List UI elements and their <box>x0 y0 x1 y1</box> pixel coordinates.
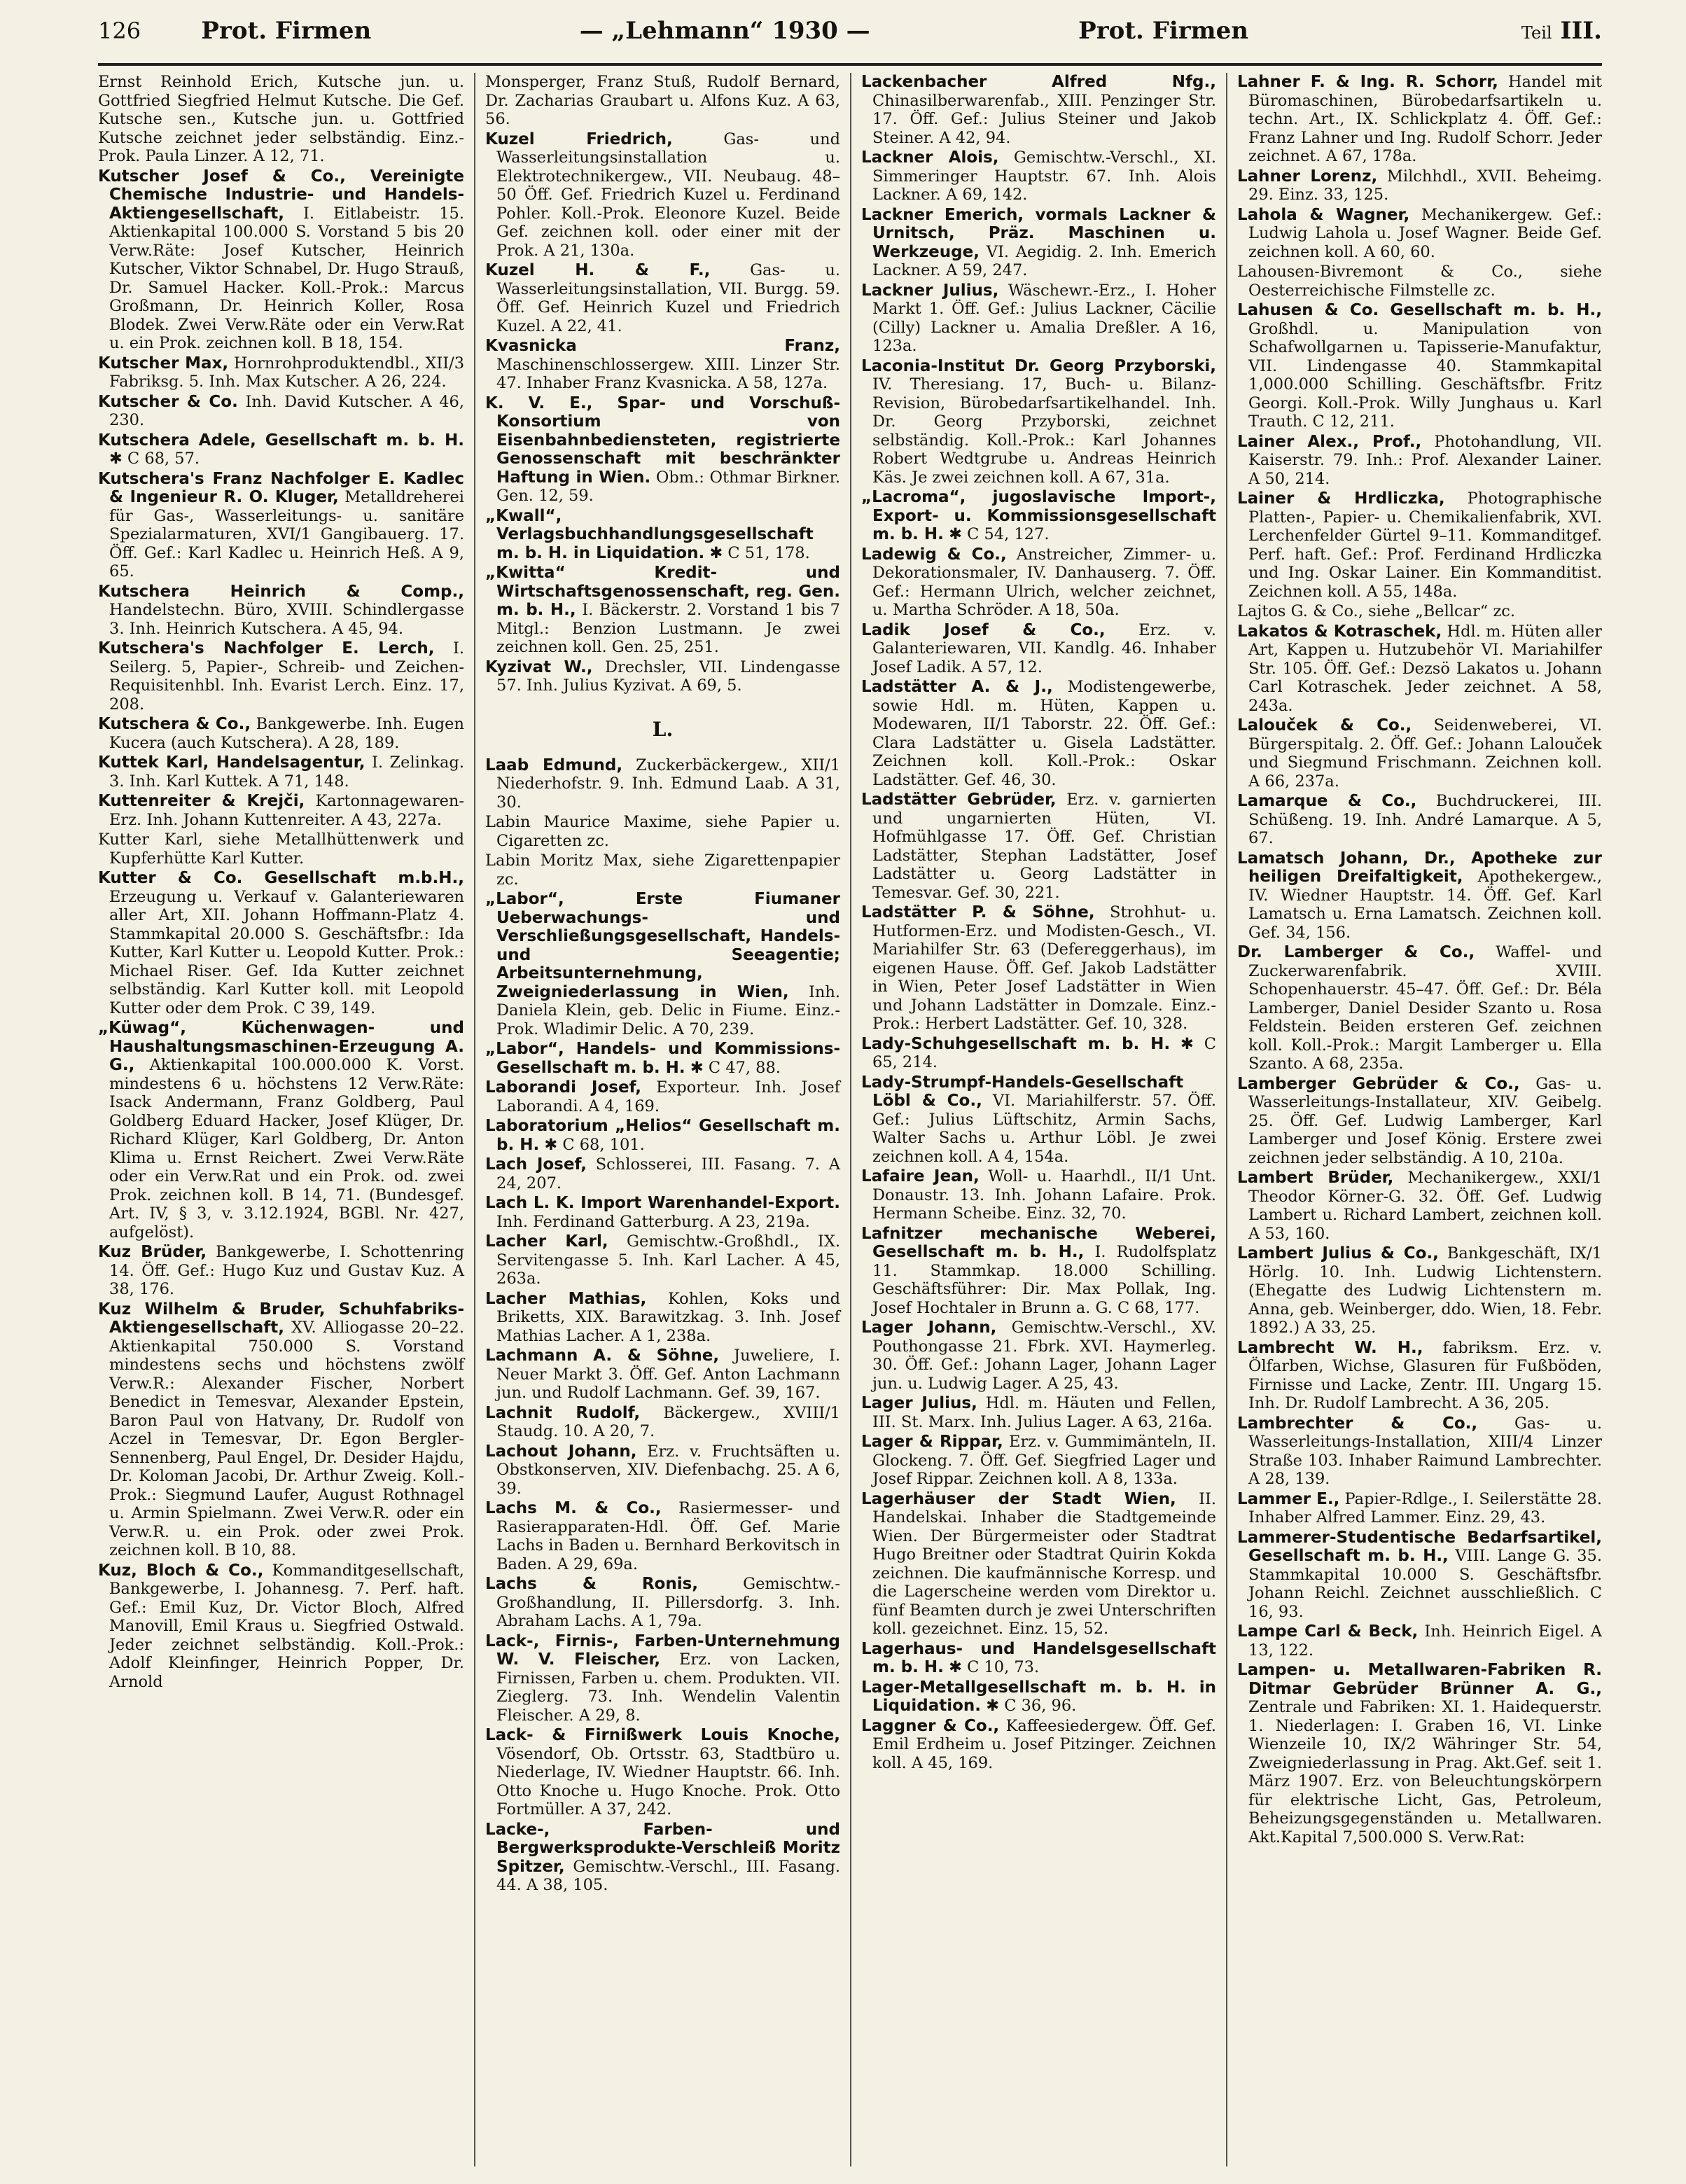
directory-entry <box>1237 263 1602 300</box>
header-right-label: Prot. Firmen <box>1078 17 1249 45</box>
directory-entry <box>98 1562 464 1692</box>
firm-name: Lager & Rippar, <box>861 1433 1003 1451</box>
entry-details: ✱ C 68, 101. <box>544 1135 645 1154</box>
directory-entry <box>1237 792 1602 848</box>
entry-details: Vösendorf, Ob. Ortsstr. 63, Stadtbüro u. Niederlage, IV. Wiedner Hauptstr. 66. Inh. Otto Knoche u. Hugo Knoche. Prok. Otto Fortmüller. A 37, 242. <box>496 1744 840 1818</box>
directory-entry <box>1237 1339 1602 1413</box>
firm-name: Lack-, Firnis-, Farben-Unternehmung W. V. Fleischer, <box>485 1632 840 1669</box>
entry-details: Gas- u. Wasserleitungs-Installateur, XIV. Geibelg. 25. Öff. Gef. Ludwig Lamberger, Karl Lamberger und Josef König. Erstere zwei zeichnen jeder selbständig. A 10, 210a. <box>1248 1074 1602 1167</box>
firm-name: Lagerhaus- und Handelsgesellschaft m. b. H. <box>861 1639 1216 1676</box>
part-label: Teil <box>1521 23 1552 43</box>
directory-entry <box>1237 716 1602 791</box>
directory-entry <box>485 813 840 850</box>
directory-entry <box>98 73 464 166</box>
directory-entry <box>861 1319 1216 1393</box>
entry-details: Kaffeesiedergew. Öff. Gef. Emil Erdheim u. Josef Pitzinger. Zeichnen koll. A 45, 169. <box>872 1716 1216 1772</box>
firm-name: Lafnitzer mechanische Weberei, Gesellschaft m. b. H., <box>861 1224 1216 1261</box>
directory-entry <box>1237 1622 1602 1660</box>
directory-entry <box>861 73 1216 147</box>
entry-details: Kohlen, Koks und Briketts, XIX. Barawitzkag. 3. Inh. Josef Mathias Lacher. A 1, 238a. <box>496 1289 840 1345</box>
entry-details: ✱ C 36, 96. <box>986 1697 1077 1715</box>
firm-name: Lamarque & Co., <box>1237 792 1417 810</box>
entry-details: Drechsler, VII. Lindengasse 57. Inh. Julius Kyzivat. A 69, 5. <box>496 658 840 695</box>
directory-entry <box>861 206 1216 280</box>
entry-details: I. Zelinkag. 3. Inh. Karl Kuttek. A 71, 148. <box>109 753 464 791</box>
firm-name: K. V. E., Spar- und Vorschuß-Konsortium von Eisenbahnbediensteten, registrierte Genossenschaft mit beschränkter Haftung in Wien. <box>485 394 840 487</box>
directory-entry <box>1237 1661 1602 1846</box>
firm-name: Lacke-, Farben- und Bergwerksprodukte-Verschleiß Moritz Spitzer, <box>485 1820 840 1876</box>
firm-name: Lager Julius, <box>861 1394 977 1412</box>
entry-details: XV. Alliogasse 20–22. Aktienkapital 750.000 S. Vorstand mindestens sechs und höchstens zwölf Verw.R.: Alexander Fischer, Norbert Benedict in Temesvar, Alexander Epstein, Baron Paul von Hatvany, Dr. Rudolf von Aczel in Temesvar, Dr. Egon Bergler-Sennenberg, Paul Engel, Dr. Desider Hajdu, Dr. Koloman Jacobi, Dr. Arthur Zweig. Koll.-Prok.: Siegmund Laufer, August Rothnagel u. Armin Spielmann. Zwei Verw.R. oder ein Verw.R. u. ein Prok. oder zwei Prok. zeichnen koll. B 10, 88. <box>109 1319 465 1559</box>
entry-details: Juweliere, I. Neuer Markt 3. Öff. Gef. Anton Lachmann jun. und Rudolf Lachmann. Gef. 39, 167. <box>496 1347 840 1402</box>
column-2 <box>474 73 850 2166</box>
entry-details: Obm.: Othmar Birkner. Gen. 12, 59. <box>496 468 841 505</box>
firm-name: Laab Edmund, <box>485 756 623 774</box>
directory-entry <box>861 148 1216 204</box>
directory-entry <box>861 1717 1216 1773</box>
entry-details: Erzeugung u. Verkauf v. Galanteriewaren aller Art, XII. Johann Hoffmann-Platz 4. Stammkapital 20.000 S. Geschäftsfbr.: Ida Kutter, Karl Kutter u. Leopold Kutter. Prok.: Michael Riser. Gef. Ida Kutter zeichnet selbständig. Karl Kutter koll. mit Leopold Kutter oder dem Prok. C 39, 149. <box>109 887 464 1017</box>
entry-details: Ernst Reinhold Erich, Kutsche jun. u. Gottfried Siegfried Helmut Kutsche. Die Gef. Kutsche sen., Kutsche jun. u. Gottfried Kutsche zeichnet jeder selbständig. Einz.-Prok. Paula Linzer. A 12, 71. <box>98 73 464 165</box>
section-letter: L. <box>652 717 674 741</box>
directory-entry <box>861 357 1216 487</box>
entry-details: Metalldreherei für Gas-, Wasserleitungs- u. sanitäre Spezialarmaturen, XVI/1 Gangibauerg. 17. Öff. Gef.: Karl Kadlec u. Heinrich Heß. A 9, 65. <box>109 488 464 580</box>
entry-details: Bankgewerbe. Inh. Eugen Kucera (auch Kutschera). A 28, 189. <box>109 715 464 752</box>
firm-name: „Lacroma“, jugoslavische Import-, Export- u. Kommissionsgesellschaft m. b. H. <box>861 488 1216 543</box>
directory-entry <box>861 488 1216 544</box>
directory-entry <box>98 431 464 468</box>
firm-name: Kuz Brüder, <box>98 1243 207 1261</box>
firm-name: Lamatsch Johann, Dr., Apotheke zur heiligen Dreifaltigkeit, <box>1237 849 1602 886</box>
firm-name: Kutschera's Nachfolger E. Lerch, <box>98 639 435 658</box>
entry-details: Schlosserei, III. Fasang. 7. A 24, 207. <box>496 1155 841 1192</box>
entry-details: I. Seilerg. 5, Papier-, Schreib- und Zeichen-Requisitenhbl. Inh. Evarist Lerch. Einz. 17, 208. <box>109 639 464 714</box>
directory-entry <box>861 545 1216 620</box>
entry-details: Mechanikergew., XXI/1 Theodor Körner-G. 32. Öff. Gef. Ludwig Lambert u. Richard Lambert, zeichnen koll. A 53, 160. <box>1248 1169 1602 1243</box>
entry-details: Erz. v. Gummimänteln, II. Glockeng. 7. Öff. Gef. Siegfried Lager und Josef Rippar. Zeichnen koll. A 8, 133a. <box>872 1433 1216 1488</box>
directory-columns <box>98 73 1602 2166</box>
entry-details: Gemischtw.-Verschl., XV. Pouthongasse 21. Fbrk. XVI. Haymerleg. 30. Öff. Gef.: Johann Lager, Johann Lager jun. u. Ludwig Lager. A 25, 43. <box>872 1319 1217 1393</box>
directory-entry <box>861 1225 1216 1318</box>
directory-entry <box>98 167 464 353</box>
firm-name: Kuttenreiter & Krejči, <box>98 792 305 810</box>
directory-entry <box>98 792 464 829</box>
firm-name: „Labor“, Handels- und Kommissions-Gesellschaft m. b. H. <box>485 1040 840 1077</box>
firm-name: Lahusen & Co. Gesellschaft m. b. H., <box>1237 301 1602 319</box>
directory-entry <box>1237 433 1602 489</box>
firm-name: Lambrecht W. H., <box>1237 1338 1423 1357</box>
firm-name: Lack- & Firnißwerk Louis Knoche, <box>485 1726 840 1744</box>
directory-entry <box>1237 1490 1602 1527</box>
entry-details: VI. Mariahilferstr. 57. Öff. Gef.: Julius Lüftschitz, Armin Sachs, Walter Sachs u. Arthur Löbl. Je zwei zeichnen koll. A 4, 154a. <box>872 1092 1216 1166</box>
directory-entry <box>485 1194 840 1231</box>
entry-details: Labin Moritz Max, siehe Zigarettenpapier zc. <box>485 851 840 889</box>
firm-name: Lambert Brüder, <box>1237 1169 1394 1187</box>
firm-name: Lambert Julius & Co., <box>1237 1244 1439 1263</box>
entry-details: Gemischtw.-Großhandlung, II. Pillersdorfg. 3. Inh. Abraham Lachs. A 1, 79a. <box>496 1575 840 1630</box>
page-number: 126 <box>98 18 141 44</box>
entry-details: VIII. Lange G. 35. Stammkapital 10.000 S. Geschäftsfbr. Johann Reichl. Zeichnet ausschließlich. C 16, 93. <box>1248 1547 1602 1621</box>
entry-details: Bäckergew., XVIII/1 Staudg. 10. A 20, 7. <box>496 1403 840 1440</box>
directory-entry <box>98 869 464 1017</box>
firm-name: Lager Johann, <box>861 1319 997 1337</box>
directory-entry <box>98 393 464 430</box>
entry-details: Photographische Platten-, Papier- u. Chemikalienfabrik, XVI. Lerchenfelder Gürtel 9–11. Kommanditgef. Perf. haft. Gef.: Prof. Ferdinand Hrdliczka und Ing. Oskar Lainer. Ein Kommanditist. Zeichnen koll. A 55, 148a. <box>1248 489 1602 601</box>
firm-name: Kuzel H. & F., <box>485 261 711 279</box>
firm-name: Lahner Lorenz, <box>1237 167 1378 186</box>
directory-entry <box>485 1726 840 1819</box>
firm-name: Lady-Strumpf-Handels-Gesellschaft Löbl & Co., <box>861 1073 1184 1110</box>
firm-name: Kutscher & Co. <box>98 392 238 411</box>
directory-entry <box>485 1442 840 1498</box>
entry-details: Bankgewerbe, I. Schottenring 14. Öff. Gef.: Hugo Kuz und Gustav Kuz. A 38, 176. <box>109 1243 464 1298</box>
entry-details: ✱ C 47, 88. <box>690 1058 781 1077</box>
directory-entry <box>861 621 1216 677</box>
entry-details: Erz. v. Fruchtsäften u. Obstkonserven, XIV. Diefenbachg. 25. A 6, 39. <box>496 1442 840 1498</box>
directory-entry <box>861 1394 1216 1431</box>
directory-entry <box>1237 73 1602 166</box>
directory-entry <box>98 354 464 391</box>
directory-entry <box>1237 1169 1602 1243</box>
running-title: — „Lehmann“ 1930 — <box>579 17 870 45</box>
directory-entry <box>98 639 464 714</box>
firm-name: Lady-Schuhgesellschaft m. b. H. <box>861 1034 1171 1053</box>
firm-name: Lackner Julius, <box>861 281 999 300</box>
directory-entry <box>485 130 840 260</box>
directory-entry <box>485 1290 840 1346</box>
firm-name: Lahola & Wagner, <box>1237 205 1410 224</box>
entry-details: ✱ C 68, 57. <box>109 450 200 468</box>
entry-details: Exporteur. Inh. Josef Laborandi. A 4, 169. <box>496 1078 841 1115</box>
entry-details: Apothekergew., IV. Wiedner Hauptstr. 14. Öff. Gef. Karl Lamatsch u. Erna Lamatsch. Zeichnen koll. Gef. 34, 156. <box>1248 868 1602 942</box>
directory-entry <box>98 470 464 581</box>
directory-entry <box>485 261 840 335</box>
firm-name: Lackenbacher Alfred Nfg., <box>861 73 1216 91</box>
firm-name: Lachout Johann, <box>485 1442 637 1461</box>
firm-name: Kutschera Adele, Gesellschaft m. b. H. <box>98 431 464 450</box>
directory-entry <box>861 281 1216 356</box>
entry-details: I. Rudolfsplatz 11. Stammkap. 18.000 Schilling. Geschäftsführer: Dir. Max Pollak, Ing. Josef Hochtaler in Brunn a. G. C 68, 177. <box>872 1243 1217 1317</box>
directory-entry <box>861 1678 1216 1716</box>
entry-details: Labin Maurice Maxime, siehe Papier u. Cigaretten zc. <box>485 813 840 850</box>
entry-details: Kommanditgesellschaft, Bankgewerbe, I. Johannesg. 7. Perf. haft. Gef.: Emil Kuz, Dr. Victor Bloch, Alfred Manovill, Emil Kraus u. Siegfried Ostwald. Jeder zeichnet selbständig. Koll.-Prok.: Adolf Kleinfinger, Heinrich Popper, Dr. Arnold <box>109 1561 464 1691</box>
firm-name: Lambrechter & Co., <box>1237 1414 1478 1433</box>
directory-entry <box>485 658 840 695</box>
entry-details: Chinasilberwarenfab., XIII. Penzinger Str. 17. Öff. Gef.: Julius Steiner und Jakob Steiner. A 42, 94. <box>872 91 1216 147</box>
directory-entry <box>485 337 840 393</box>
firm-name: Kuz Wilhelm & Bruder, Schuhfabriks-Aktiengesellschaft, <box>98 1300 464 1337</box>
entry-details: Zuckerbäckergew., XII/1 Niederhofstr. 9. Inh. Edmund Laab. A 31, 30. <box>496 756 841 812</box>
firm-name: Kuz, Bloch & Co., <box>98 1561 264 1580</box>
entry-details: Rasiermesser- und Rasierapparaten-Hdl. Öff. Gef. Marie Lachs in Baden u. Bernhard Berkovitsch in Baden. A 29, 69a. <box>496 1499 841 1573</box>
entry-details: Papier-Rdlge., I. Seilerstätte 28. Inhaber Alfred Lammer. Einz. 29, 43. <box>1248 1489 1602 1526</box>
firm-name: Kyzivat W., <box>485 658 593 676</box>
firm-name: Kuzel Friedrich, <box>485 130 673 148</box>
firm-name: Lachmann A. & Söhne, <box>485 1347 720 1365</box>
entry-details: Erz. v. Galanteriewaren, VII. Kandlg. 46. Inhaber Josef Ladik. A 57, 12. <box>872 620 1216 676</box>
firm-name: Kutschera's Franz Nachfolger E. Kadlec & Ingenieur R. O. Kluger, <box>98 469 464 506</box>
firm-name: Lacher Karl, <box>485 1232 608 1251</box>
firm-name: Ladstätter A. & J., <box>861 678 1053 696</box>
directory-entry <box>1237 167 1602 204</box>
entry-details: Erz. von Lacken, Firnissen, Farben u. chem. Produkten. VII. Zieglerg. 73. Inh. Wendelin Valentin Fleischer. A 29, 8. <box>496 1650 840 1725</box>
entry-details: Großhdl. u. Manipulation von Schafwollgarnen u. Tapisserie-Manufaktur, VII. Lindengasse 40. Stammkapital 1,000.000 Schilling. Geschäftsfbr. Fritz Georgi. Koll.-Prok. Willy Junghaus u. Karl Trauth. C 12, 211. <box>1248 319 1602 431</box>
firm-name: Ladstätter P. & Söhne, <box>861 903 1095 921</box>
directory-entry <box>485 1632 840 1725</box>
firm-name: Lammer E., <box>1237 1489 1340 1508</box>
entry-details: Handel mit Büromaschinen, Bürobedarfsartikeln u. techn. Art., IX. Schlickplatz 4. Öff. Gef.: Franz Lahner und Ing. Rudolf Schorr. Jeder zeichnet. A 67, 178a. <box>1248 73 1602 165</box>
directory-entry <box>485 1117 840 1154</box>
firm-name: Lager-Metallgesellschaft m. b. H. in Liquidation. <box>861 1678 1216 1715</box>
entry-details: Strohhut- u. Hutformen-Erz. und Modisten-Gesch., VI. Mariahilfer Str. 63 (Defereggerhaus), im eigenen Hause. Öff. Gef. Jakob Ladstätter in Wien, Peter Josef Ladstätter in Wien und Johann Ladstätter in Domzale. Einz.-Prok.: Herbert Ladstätter. Gef. 10, 328. <box>872 903 1216 1033</box>
header-left-label: Prot. Firmen <box>201 17 372 45</box>
directory-entry <box>1237 206 1602 262</box>
firm-name: Kutscher Josef & Co., Vereinigte Chemische Industrie- und Handels-Aktiengesellschaft, <box>98 167 464 223</box>
firm-name: „Küwag“, Küchenwagen- und Haushaltungsmaschinen-Erzeugung A. G., <box>98 1019 464 1074</box>
directory-entry <box>1237 849 1602 943</box>
directory-entry <box>1237 489 1602 601</box>
entry-details: I. Bäckerstr. 2. Vorstand 1 bis 7 Mitgl.: Benzion Lustmann. Je zwei zeichnen koll. Gen. 25, 251. <box>496 601 840 656</box>
firm-name: Lampen- u. Metallwaren-Fabriken R. Ditmar Gebrüder Brünner A. G., <box>1237 1661 1602 1698</box>
entry-details: Gemischtw.-Großhdl., IX. Servitengasse 5. Inh. Karl Lacher. A 45, 263a. <box>496 1232 840 1288</box>
entry-details: Gas- und Wasserleitungsinstallation u. Elektrotechnikergew., VII. Neubaug. 48–50 Öff. Gef. Friedrich Kuzel u. Ferdinand Pohler. Koll.-Prok. Eleonore Kuzel. Beide Gef. zeichnen koll. oder einer mit der Prok. A 21, 130a. <box>496 130 840 260</box>
firm-name: Lainer & Hrdliczka, <box>1237 489 1445 508</box>
entry-details: Woll- u. Haarhdl., II/1 Unt. Donaustr. 13. Inh. Johann Lafaire. Prok. Hermann Scheibe. Einz. 32, 70. <box>872 1167 1217 1223</box>
firm-name: Lamberger Gebrüder & Co., <box>1237 1074 1520 1093</box>
firm-name: Lackner Alois, <box>861 148 999 167</box>
column-1 <box>98 73 474 2166</box>
firm-name: Laboratorium „Helios“ Gesellschaft m. b. H. <box>485 1117 840 1154</box>
entry-details: II. Handelskai. Inhaber die Stadtgemeinde Wien. Der Bürgermeister oder Stadtrat Hugo Breitner oder Stadtrat Quirin Kokda zeichnen. Die kaufmännische Korresp. und die Lagerscheine werden vom Direktor u. fünf Beamten durch je zwei Unterschriften koll. gezeichnet. Einz. 15, 52. <box>872 1489 1216 1638</box>
directory-entry <box>861 1490 1216 1639</box>
entry-details: IV. Theresiang. 17, Buch- u. Bilanz-Revision, Bürobedarfsartikelhandel. Inh. Dr. Georg Przyborski, zeichnet selbständig. Koll.-Prok.: Karl Johannes Robert Wedtgrube u. Andreas Heinrich Käs. Je zwei zeichnen koll. A 67, 31a. <box>872 375 1216 487</box>
directory-entry <box>1237 1414 1602 1489</box>
firm-name: Lainer Alex., Prof., <box>1237 432 1422 451</box>
entry-details: Wäschewr.-Erz., I. Hoher Markt 1. Öff. Gef.: Julius Lackner, Cäcilie (Cilly) Lackner u. Amalia Dreßler. A 16, 123a. <box>872 281 1216 355</box>
part-indicator <box>1309 17 1602 45</box>
directory-entry <box>485 1404 840 1441</box>
entry-details: Zentrale und Fabriken: XI. 1. Haidequerstr. 1. Niederlagen: I. Graben 16, VI. Linke Wienzeile 10, IX/2 Währinger Str. 54, Zweigniederlassung in Prag. Akt.Gef. seit 1. März 1907. Erz. von Beleuchtungskörpern für elektrische Licht, Gas, Petroleum, Beheizungsgegenständen u. Metallwaren. Akt.Kapital 7,500.000 S. Verw.Rat: <box>1248 1698 1602 1846</box>
directory-entry <box>861 791 1216 902</box>
directory-entry <box>98 830 464 868</box>
entry-details: Modistengewerbe, sowie Hdl. m. Hüten, Kappen u. Modewaren, II/1 Taborstr. 22. Öff. Gef.: Clara Ladstätter u. Gisela Ladstätter. Zeichnen koll. Koll.-Prok.: Oskar Ladstätter. Gef. 46, 30. <box>872 678 1216 789</box>
firm-name: Dr. Lamberger & Co., <box>1237 943 1475 961</box>
firm-name: Lagerhäuser der Stadt Wien, <box>861 1489 1176 1508</box>
directory-entry <box>98 753 464 791</box>
firm-name: Ladewig & Co., <box>861 545 1007 564</box>
firm-name: Kutter & Co. Gesellschaft m.b.H., <box>98 869 464 887</box>
entry-details: Inh. Ferdinand Gatterburg. A 23, 219a. <box>496 1212 810 1231</box>
firm-name: Ladik Josef & Co., <box>861 620 1106 639</box>
firm-name: „Kwall“, Verlagsbuchhandlungsgesellschaft m. b. H. in Liquidation. <box>485 506 814 562</box>
directory-entry <box>485 507 840 563</box>
directory-entry <box>861 1167 1216 1223</box>
firm-name: Lachs M. & Co., <box>485 1499 662 1517</box>
firm-name: Lach Josef, <box>485 1155 587 1174</box>
directory-entry <box>98 1243 464 1299</box>
directory-entry <box>98 1300 464 1560</box>
directory-entry <box>1237 1244 1602 1337</box>
entry-details: Hornrohproduktendbl., XII/3 Fabriksg. 5. Inh. Max Kutscher. A 26, 224. <box>109 354 465 391</box>
firm-name: Lacher Mathias, <box>485 1289 647 1308</box>
firm-name: Lammerer-Studentische Bedarfsartikel, Gesellschaft m. b. H., <box>1237 1528 1602 1565</box>
entry-details: Lajtos G. & Co., siehe „Bellcar“ zc. <box>1237 602 1516 620</box>
entry-details: Milchhdl., XVII. Beheimg. 29. Einz. 33, 125. <box>1248 167 1602 204</box>
firm-name: Kutschera Heinrich & Comp., <box>98 582 464 601</box>
firm-name: Lachnit Rudolf, <box>485 1403 641 1422</box>
directory-entry <box>485 394 840 506</box>
entry-details: Lahousen-Bivremont & Co., siehe Oesterreichische Filmstelle zc. <box>1237 263 1602 300</box>
directory-entry <box>861 1640 1216 1677</box>
directory-entry <box>1237 622 1602 716</box>
entry-details: Mechanikergew. Gef.: Ludwig Lahola u. Josef Wagner. Beide Gef. zeichnen koll. A 60, 60. <box>1248 205 1602 261</box>
firm-name: Kutscher Max, <box>98 354 229 373</box>
firm-name: Laggner & Co., <box>861 1716 1000 1735</box>
directory-entry <box>1237 1075 1602 1168</box>
entry-details: ✱ C 51, 178. <box>709 543 810 562</box>
entry-details: Monsperger, Franz Stuß, Rudolf Bernard, Dr. Zacharias Graubart u. Alfons Kuz. A 63, 56. <box>485 73 840 128</box>
column-3 <box>850 73 1226 2166</box>
entry-details: ✱ C 65, 214. <box>872 1034 1216 1071</box>
directory-entry <box>485 851 840 889</box>
page-header <box>98 17 1602 66</box>
entry-details: Maschinenschlossergew. XIII. Linzer Str. 47. Inhaber Franz Kvasnicka. A 58, 127a. <box>496 355 840 392</box>
directory-entry <box>485 1575 840 1631</box>
entry-details: Photohandlung, VII. Kaiserstr. 79. Inh.: Prof. Alexander Lainer. A 50, 214. <box>1248 432 1602 488</box>
entry-details: Bankgeschäft, IX/1 Hörlg. 10. Inh. Ludwig Lichtenstern. (Ehegatte des Ludwig Lichtenstern m. Anna, geb. Weinberger, ddo. Wien, 18. Febr. 1892.) A 33, 25. <box>1248 1244 1602 1337</box>
entry-details: Gas- u. Wasserleitungs-Installation, XIII/4 Linzer Straße 103. Inhaber Raimund Lambrechter. A 28, 139. <box>1248 1414 1602 1488</box>
firm-name: Kvasnicka Franz, <box>485 337 840 355</box>
directory-entry <box>485 1078 840 1115</box>
entry-details: Erz. v. garnierten und ungarnierten Hüten, VI. Hofmühlgasse 17. Öff. Gef. Christian Ladstätter, Stephan Ladstätter, Josef Ladstätter u. Georg Ladstätter in Temesvar. Gef. 30, 221. <box>872 791 1216 902</box>
directory-entry <box>98 1019 464 1241</box>
entry-details: fabriksm. Erz. v. Ölfarben, Wichse, Glasuren für Fußböden, Firnisse und Lacke, Zentr. III. Ungarg 15. Inh. Dr. Rudolf Lambrecht. A 36, 205. <box>1248 1338 1602 1412</box>
part-number: III. <box>1560 17 1602 45</box>
directory-entry <box>485 1821 840 1895</box>
firm-name: Kuttek Karl, Handelsagentur, <box>98 753 365 772</box>
directory-entry <box>1237 602 1602 621</box>
directory-entry <box>861 1073 1216 1167</box>
firm-name: Lach L. K. Import Warenhandel-Export. <box>485 1194 840 1212</box>
directory-entry <box>485 1155 840 1192</box>
column-4 <box>1226 73 1602 2166</box>
entry-details: Anstreicher, Zimmer- u. Dekorationsmaler, IV. Danhauserg. 7. Öff. Gef.: Hermann Ulrich, welcher zeichnet, u. Martha Schröder. A 18, 50a. <box>872 545 1216 619</box>
firm-name: Laconia-Institut Dr. Georg Przyborski, <box>861 356 1216 375</box>
entry-details: Buchdruckerei, III. Schüßeng. 19. Inh. André Lamarque. A 5, 67. <box>1248 792 1602 847</box>
directory-entry <box>861 1035 1216 1072</box>
entry-details: Handelstechn. Büro, XVIII. Schindlergasse 3. Inh. Heinrich Kutschera. A 45, 94. <box>109 601 464 638</box>
entry-details: Seidenweberei, VI. Bürgerspitalg. 2. Öff. Gef.: Johann Lalouček und Siegmund Frischmann. Zeichnen koll. A 66, 237a. <box>1248 716 1602 791</box>
firm-name: „Labor“, Erste Fiumaner Ueberwachungs- und Verschließungsgesellschaft, Handels- und Seeagentie; Arbeitsunternehmung, Zweigniederlassung in Wien, <box>485 890 840 1001</box>
firm-name: Lafaire Jean, <box>861 1167 980 1185</box>
entry-details: ✱ C 10, 73. <box>949 1658 1040 1676</box>
entry-details: Hdl. m. Hüten aller Art, Kappen u. Hutzubehör VI. Mariahilfer Str. 105. Öff. Gef.: Dezsö Lakatos u. Johann Carl Kotraschek. Jeder zeichnet. A 58, 243a. <box>1248 622 1602 715</box>
firm-name: Lampe Carl & Beck, <box>1237 1622 1419 1641</box>
entry-details: Waffel- und Zuckerwarenfabrik. XVIII. Schopenhauerstr. 45–47. Öff. Gef.: Dr. Béla Lamberger, Daniel Desider Szanto u. Rosa Feldstein. Beiden ersteren Gef. zeichnen koll. Koll.-Prok.: Margit Lamberger u. Ella Szanto. A 68, 235a. <box>1248 943 1602 1073</box>
entry-details: I. Eitlabeistr. 15. Aktienkapital 100.000 S. Vorstand 5 bis 20 Verw.Räte: Josef Kutscher, Heinrich Kutscher, Viktor Schnabel, Dr. Hugo Strauß, Dr. Samuel Hacker. Koll.-Prok.: Marcus Großmann, Dr. Heinrich Koller, Rosa Blodek. Zwei Verw.Räte oder ein Verw.Rat u. ein Prok. zeichnen koll. B 18, 154. <box>109 204 464 352</box>
directory-entry <box>861 1433 1216 1489</box>
directory-entry <box>1237 943 1602 1073</box>
directory-entry <box>485 73 840 129</box>
firm-name: Ladstätter Gebrüder, <box>861 791 1057 809</box>
entry-details: Aktienkapital 100.000.000 K. Vorst. mindestens 6 u. höchstens 12 Verw.Räte: Isack Andermann, Franz Goldberg, Paul Goldberg Eduard Hacker, Josef Klüger, Dr. Richard Klüger, Karl Goldberg, Dr. Anton Klima u. Ernst Reichert. Zwei Verw.Räte oder ein Verw.Rat und ein Prok. od. zwei Prok. zeichnen koll. B 14, 71. (Bundesgef. Art. IV, § 3, v. 3.12.1924, BGBl. Nr. 427, aufgelöst). <box>109 1056 465 1241</box>
firm-name: Lalouček & Co., <box>1237 716 1412 735</box>
firm-name: Lakatos & Kotraschek, <box>1237 622 1442 641</box>
directory-entry <box>485 1040 840 1077</box>
entry-details: Gas- u. Wasserleitungsinstallation, VII. Burgg. 59. Öff. Gef. Heinrich Kuzel und Friedrich Kuzel. A 22, 41. <box>496 261 840 335</box>
entry-details: Inh. David Kutscher. A 46, 230. <box>109 392 465 429</box>
entry-details: Gemischtw.-Verschl., XI. Simmeringer Hauptstr. 67. Inh. Alois Lackner. A 69, 142. <box>872 148 1216 204</box>
directory-entry <box>1237 301 1602 431</box>
directory-entry <box>861 903 1216 1034</box>
directory-entry <box>485 1347 840 1403</box>
directory-entry <box>485 890 840 1038</box>
directory-entry <box>485 756 840 812</box>
directory-entry <box>98 715 464 752</box>
entry-details: Inh. Heinrich Eigel. A 13, 122. <box>1248 1622 1602 1660</box>
firm-name: Laborandi Josef, <box>485 1078 642 1097</box>
entry-details: Kartonnagewaren-Erz. Inh. Johann Kuttenreiter. A 43, 227a. <box>109 792 464 829</box>
directory-entry <box>485 1232 840 1288</box>
directory-entry <box>485 1499 840 1573</box>
entry-details: VI. Aegidig. 2. Inh. Emerich Lackner. A 59, 247. <box>872 242 1216 279</box>
directory-entry <box>98 583 464 639</box>
entry-details: ✱ C 54, 127. <box>949 525 1050 543</box>
entry-details: Hdl. m. Häuten und Fellen, III. St. Marx. Inh. Julius Lager. A 63, 216a. <box>872 1394 1217 1431</box>
firm-name: „Kwitta“ Kredit- und Wirtschaftsgenossenschaft, reg. Gen. m. b. H., <box>485 564 840 619</box>
directory-entry <box>485 564 840 657</box>
firm-name: Lahner F. & Ing. R. Schorr, <box>1237 73 1498 91</box>
firm-name: Kutschera & Co., <box>98 715 251 733</box>
firm-name: Lachs & Ronis, <box>485 1575 699 1593</box>
entry-details: Kutter Karl, siehe Metallhüttenwerk und Kupferhütte Karl Kutter. <box>98 830 464 868</box>
entry-details: Inh. Daniela Klein, geb. Delic in Fiume. Einz.-Prok. Wladimir Delic. A 70, 239. <box>496 982 841 1038</box>
directory-entry <box>1237 1529 1602 1622</box>
entry-details: Gemischtw.-Verschl., III. Fasang. 44. A 38, 105. <box>496 1857 840 1894</box>
directory-entry <box>861 678 1216 789</box>
firm-name: Lackner Emerich, vormals Lackner & Urnitsch, Präz. Maschinen u. Werkzeuge, <box>861 205 1216 261</box>
